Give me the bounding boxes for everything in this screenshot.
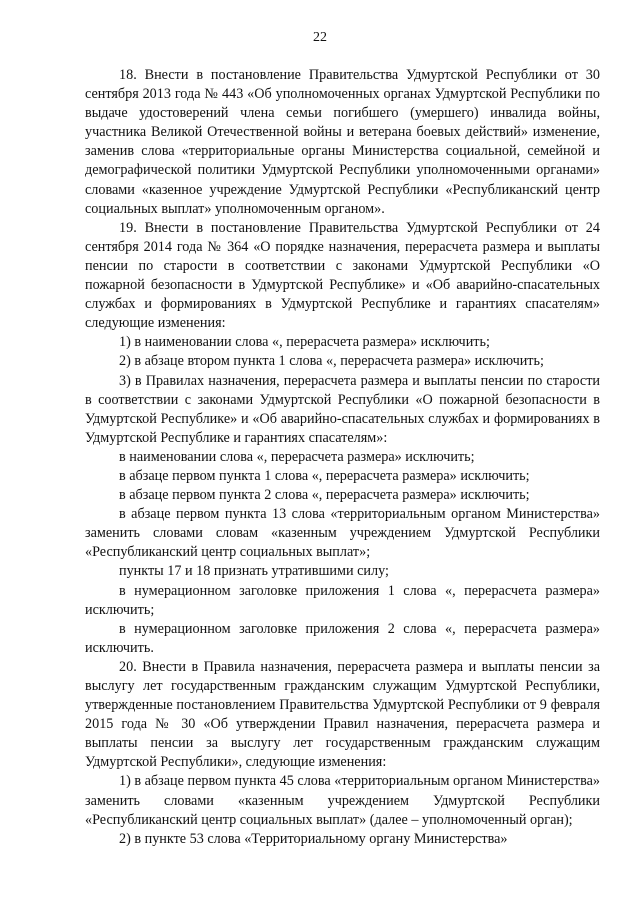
page-number: 22	[313, 30, 327, 45]
paragraph-19-item-3-sub-7: в нумерационном заголовке приложения 2 слова «, перерасчета размера» исключить.	[85, 620, 600, 656]
paragraph-19-item-3-sub-3: в абзаце первом пункта 2 слова «, перерасчета размера» исключить;	[119, 487, 530, 504]
paragraph-19-item-3-sub-2: в абзаце первом пункта 1 слова «, перерасчета размера» исключить;	[119, 467, 530, 484]
paragraph-20-item-2: 2) в пункте 53 слова «Территориальному органу Министерства»	[119, 830, 508, 847]
paragraph-18: 18. Внести в постановление Правительства Удмуртской Республики от 30 сентября 2013 года № 443 «Об уполномоченных органах Удмуртской Республики по выдаче удостоверений члена семьи погибшего (умершего) инвалида войны, участника Великой Отечественной войны и ветерана боевых действий» изменение, заменив слова «территориальные органы Министерства социальной, семейной и демографической политики Удмуртской Республики уполномоченными органами» словами «казенное учреждение Удмуртской Республики «Республиканский центр социальных выплат» уполномоченным органом».	[85, 67, 600, 217]
paragraph-19-item-3-sub-6: в нумерационном заголовке приложения 1 слова «, перерасчета размера» исключить;	[85, 582, 600, 618]
paragraph-19-item-2: 2) в абзаце втором пункта 1 слова «, перерасчета размера» исключить;	[119, 353, 544, 370]
paragraph-20-item-1: 1) в абзаце первом пункта 45 слова «территориальным органом Министерства» заменить словами «казенным учреждением Удмуртской Республики «Республиканский центр социальных выплат» (далее – уполномоченный орган);	[85, 773, 600, 828]
paragraph-19-item-3-sub-5: пункты 17 и 18 признать утратившими силу;	[119, 563, 389, 580]
paragraph-20: 20. Внести в Правила назначения, перерасчета размера и выплаты пенсии за выслугу лет государственным гражданским служащим Удмуртской Республики, утвержденные постановлением Правительства Удмуртской Республики от 9 февраля 2015 года № 30 «Об утверждении Правил назначения, перерасчета размера и выплаты пенсии за выслугу лет государственным гражданским служащим Удмуртской Республики», следующие изменения:	[85, 658, 600, 771]
paragraph-19-item-1: 1) в наименовании слова «, перерасчета размера» исключить;	[119, 334, 490, 351]
paragraph-19: 19. Внести в постановление Правительства Удмуртской Республики от 24 сентября 2014 года № 364 «О порядке назначения, перерасчета размера и выплаты пенсии по старости в соответствии с законами Удмуртской Республики «О пожарной безопасности в Удмуртской Республике» и «Об аварийно-спасательных службах и формированиях в Удмуртской Республике и гарантиях спасателям» следующие изменения:	[85, 219, 600, 332]
paragraph-19-item-3: 3) в Правилах назначения, перерасчета размера и выплаты пенсии по старости в соответствии с законами Удмуртской Республики «О пожарной безопасности в Удмуртской Республике» и «Об аварийно-спасательных службах и формированиях в Удмуртской Республике и гарантиях спасателям»:	[85, 372, 600, 446]
document-body	[85, 66, 600, 849]
paragraph-19-item-3-sub-4: в абзаце первом пункта 13 слова «территориальным органом Министерства» заменить словами словам «казенным учреждением Удмуртской Республики «Республиканский центр социальных выплат»;	[85, 506, 600, 561]
paragraph-19-item-3-sub-1: в наименовании слова «, перерасчета размера» исключить;	[119, 448, 475, 465]
